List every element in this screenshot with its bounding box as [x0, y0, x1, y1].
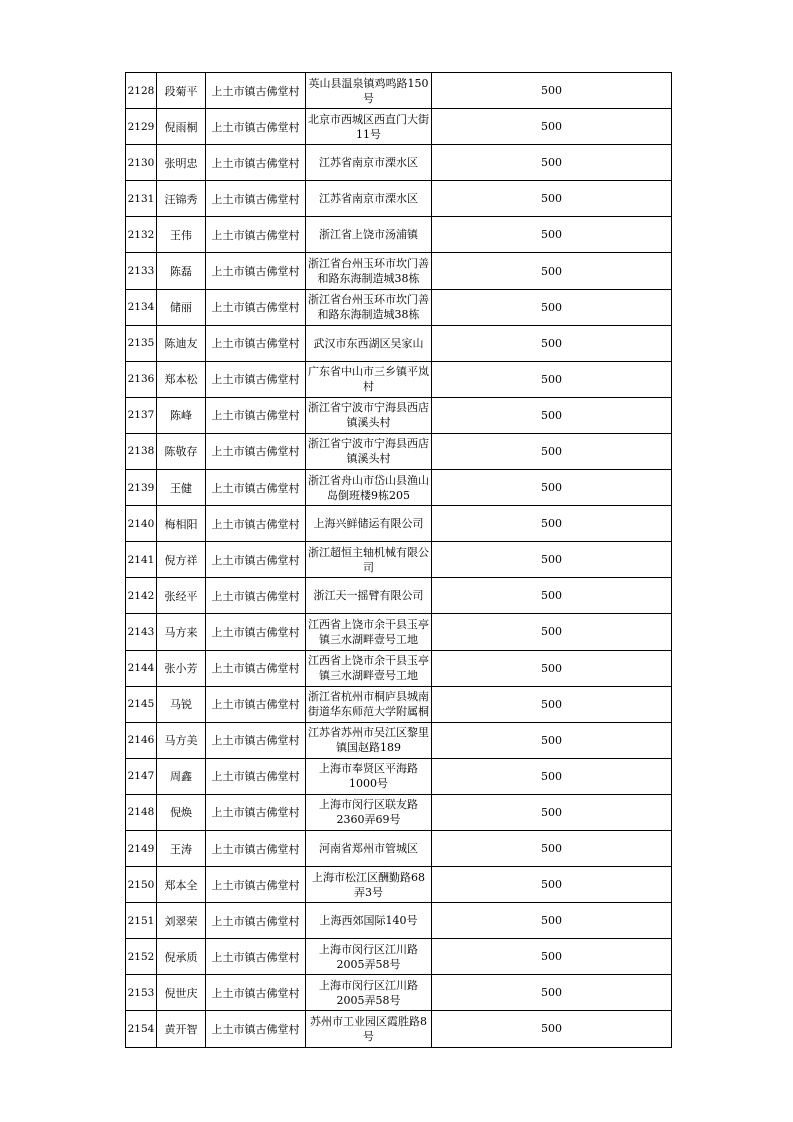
amount-cell: 500	[432, 903, 672, 939]
name-cell: 黄开智	[157, 1011, 206, 1047]
table-row	[126, 939, 672, 975]
row-id-cell: 2135	[126, 325, 157, 361]
address-text: 江苏省南京市溧水区	[319, 192, 418, 206]
address-cell	[306, 109, 432, 145]
name-cell: 梅相阳	[157, 506, 206, 542]
village-cell: 上土市镇古佛堂村	[206, 578, 306, 614]
village-cell: 上土市镇古佛堂村	[206, 830, 306, 866]
address-text: 浙江超恒主轴机械有限公司	[308, 545, 429, 574]
name-cell: 张经平	[157, 578, 206, 614]
village-cell: 上土市镇古佛堂村	[206, 109, 306, 145]
row-id-cell: 2154	[126, 1011, 157, 1047]
address-cell	[306, 145, 432, 181]
village-cell: 上土市镇古佛堂村	[206, 939, 306, 975]
name-cell: 马方美	[157, 722, 206, 758]
village-cell: 上土市镇古佛堂村	[206, 867, 306, 903]
amount-cell: 500	[432, 794, 672, 830]
table-row	[126, 1011, 672, 1047]
village-cell: 上土市镇古佛堂村	[206, 722, 306, 758]
address-cell	[306, 975, 432, 1011]
address-text: 上海西郊国际140号	[319, 914, 418, 928]
village-cell: 上土市镇古佛堂村	[206, 794, 306, 830]
row-id-cell: 2134	[126, 289, 157, 325]
name-cell: 陈迪友	[157, 325, 206, 361]
amount-cell: 500	[432, 217, 672, 253]
name-cell: 郑本松	[157, 361, 206, 397]
village-cell: 上土市镇古佛堂村	[206, 289, 306, 325]
address-text: 江西省上饶市余干县玉亭镇三水湖畔壹号工地	[308, 617, 429, 646]
row-id-cell: 2153	[126, 975, 157, 1011]
amount-cell: 500	[432, 614, 672, 650]
amount-cell: 500	[432, 975, 672, 1011]
row-id-cell: 2133	[126, 253, 157, 289]
village-cell: 上土市镇古佛堂村	[206, 325, 306, 361]
address-text: 江苏省南京市溧水区	[319, 156, 418, 170]
table-row	[126, 109, 672, 145]
address-cell	[306, 73, 432, 109]
table-row	[126, 578, 672, 614]
table-row	[126, 289, 672, 325]
name-cell: 周鑫	[157, 758, 206, 794]
address-cell	[306, 794, 432, 830]
row-id-cell: 2140	[126, 506, 157, 542]
name-cell: 陈峰	[157, 397, 206, 433]
row-id-cell: 2148	[126, 794, 157, 830]
address-text: 浙江省台州玉环市坎门善和路东海制造城38栋	[308, 257, 429, 286]
address-text: 英山县温泉镇鸡鸣路150号	[308, 76, 429, 105]
village-cell: 上土市镇古佛堂村	[206, 506, 306, 542]
village-cell: 上土市镇古佛堂村	[206, 1011, 306, 1047]
table-row	[126, 794, 672, 830]
row-id-cell: 2142	[126, 578, 157, 614]
table-row	[126, 325, 672, 361]
address-cell	[306, 289, 432, 325]
address-text: 广东省中山市三乡镇平岚村	[308, 365, 429, 394]
village-cell: 上土市镇古佛堂村	[206, 145, 306, 181]
amount-cell: 500	[432, 830, 672, 866]
amount-cell: 500	[432, 470, 672, 506]
address-cell	[306, 325, 432, 361]
amount-cell: 500	[432, 109, 672, 145]
address-cell	[306, 686, 432, 722]
table-row	[126, 181, 672, 217]
village-cell: 上土市镇古佛堂村	[206, 975, 306, 1011]
address-text: 江西省上饶市余干县玉亭镇三水湖畔壹号工地	[308, 654, 429, 683]
name-cell: 倪焕	[157, 794, 206, 830]
address-cell	[306, 903, 432, 939]
village-cell: 上土市镇古佛堂村	[206, 614, 306, 650]
row-id-cell: 2149	[126, 830, 157, 866]
table-row	[126, 73, 672, 109]
row-id-cell: 2139	[126, 470, 157, 506]
address-text: 浙江省舟山市岱山县渔山岛倒班楼9栋205	[308, 473, 429, 502]
village-cell: 上土市镇古佛堂村	[206, 686, 306, 722]
address-cell	[306, 361, 432, 397]
amount-cell: 500	[432, 1011, 672, 1047]
row-id-cell: 2132	[126, 217, 157, 253]
address-text: 上海兴鲜储运有限公司	[313, 517, 424, 531]
address-text: 上海市闵行区江川路2005弄58号	[319, 942, 418, 971]
address-cell	[306, 181, 432, 217]
row-id-cell: 2137	[126, 397, 157, 433]
table-body	[126, 73, 672, 1048]
table-row	[126, 867, 672, 903]
name-cell: 倪世庆	[157, 975, 206, 1011]
table-row	[126, 830, 672, 866]
village-cell: 上土市镇古佛堂村	[206, 903, 306, 939]
amount-cell: 500	[432, 506, 672, 542]
table-row	[126, 433, 672, 469]
amount-cell: 500	[432, 542, 672, 578]
amount-cell: 500	[432, 145, 672, 181]
village-cell: 上土市镇古佛堂村	[206, 542, 306, 578]
name-cell: 王健	[157, 470, 206, 506]
address-text: 上海市闵行区联友路2360弄69号	[319, 798, 418, 827]
address-cell	[306, 939, 432, 975]
name-cell: 陈敬存	[157, 433, 206, 469]
row-id-cell: 2147	[126, 758, 157, 794]
address-text: 浙江省宁波市宁海县西店镇溪头村	[308, 437, 429, 466]
table-row	[126, 903, 672, 939]
row-id-cell: 2145	[126, 686, 157, 722]
name-cell: 马方来	[157, 614, 206, 650]
address-cell	[306, 397, 432, 433]
amount-cell: 500	[432, 722, 672, 758]
row-id-cell: 2128	[126, 73, 157, 109]
village-cell: 上土市镇古佛堂村	[206, 361, 306, 397]
name-cell: 刘翠荣	[157, 903, 206, 939]
amount-cell: 500	[432, 397, 672, 433]
name-cell: 张明忠	[157, 145, 206, 181]
address-text: 浙江天一摇臂有限公司	[313, 589, 424, 603]
row-id-cell: 2150	[126, 867, 157, 903]
amount-cell: 500	[432, 578, 672, 614]
amount-cell: 500	[432, 433, 672, 469]
village-cell: 上土市镇古佛堂村	[206, 181, 306, 217]
amount-cell: 500	[432, 758, 672, 794]
table-row	[126, 650, 672, 686]
address-text: 武汉市东西湖区吴家山	[313, 336, 424, 350]
amount-cell: 500	[432, 939, 672, 975]
table-row	[126, 686, 672, 722]
name-cell: 汪锦秀	[157, 181, 206, 217]
amount-cell: 500	[432, 289, 672, 325]
address-cell	[306, 253, 432, 289]
address-cell	[306, 217, 432, 253]
table-row	[126, 470, 672, 506]
row-id-cell: 2151	[126, 903, 157, 939]
name-cell: 倪方祥	[157, 542, 206, 578]
name-cell: 张小芳	[157, 650, 206, 686]
amount-cell: 500	[432, 361, 672, 397]
row-id-cell: 2138	[126, 433, 157, 469]
row-id-cell: 2136	[126, 361, 157, 397]
name-cell: 储丽	[157, 289, 206, 325]
row-id-cell: 2129	[126, 109, 157, 145]
amount-cell: 500	[432, 253, 672, 289]
table-row	[126, 758, 672, 794]
name-cell: 王涛	[157, 830, 206, 866]
address-text: 浙江省台州玉环市坎门善和路东海制造城38栋	[308, 293, 429, 322]
name-cell: 倪承质	[157, 939, 206, 975]
row-id-cell: 2141	[126, 542, 157, 578]
table-row	[126, 397, 672, 433]
address-text: 上海市闵行区江川路2005弄58号	[319, 978, 418, 1007]
table-row	[126, 975, 672, 1011]
village-cell: 上土市镇古佛堂村	[206, 470, 306, 506]
table-row	[126, 361, 672, 397]
village-cell: 上土市镇古佛堂村	[206, 758, 306, 794]
table-row	[126, 722, 672, 758]
amount-cell: 500	[432, 181, 672, 217]
village-cell: 上土市镇古佛堂村	[206, 433, 306, 469]
village-cell: 上土市镇古佛堂村	[206, 217, 306, 253]
name-cell: 王伟	[157, 217, 206, 253]
name-cell: 陈磊	[157, 253, 206, 289]
address-text: 浙江省上饶市汤浦镇	[319, 228, 418, 242]
amount-cell: 500	[432, 325, 672, 361]
village-cell: 上土市镇古佛堂村	[206, 73, 306, 109]
table-row	[126, 253, 672, 289]
village-cell: 上土市镇古佛堂村	[206, 650, 306, 686]
name-cell: 郑本全	[157, 867, 206, 903]
table-row	[126, 614, 672, 650]
address-cell	[306, 433, 432, 469]
address-cell	[306, 470, 432, 506]
address-cell	[306, 650, 432, 686]
row-id-cell: 2131	[126, 181, 157, 217]
registry-table	[125, 72, 672, 1048]
address-cell	[306, 578, 432, 614]
address-cell	[306, 758, 432, 794]
village-cell: 上土市镇古佛堂村	[206, 397, 306, 433]
table-row	[126, 506, 672, 542]
amount-cell: 500	[432, 650, 672, 686]
address-text: 苏州市工业园区霞胜路8号	[310, 1014, 427, 1043]
address-cell	[306, 867, 432, 903]
table-row	[126, 542, 672, 578]
address-text: 江苏省苏州市吴江区黎里镇国赵路189	[308, 726, 429, 755]
row-id-cell: 2130	[126, 145, 157, 181]
address-text: 上海市松江区酬勤路68弄3号	[312, 870, 425, 899]
table-row	[126, 217, 672, 253]
address-cell	[306, 722, 432, 758]
row-id-cell: 2144	[126, 650, 157, 686]
table-row	[126, 145, 672, 181]
address-text: 浙江省宁波市宁海县西店镇溪头村	[308, 401, 429, 430]
amount-cell: 500	[432, 867, 672, 903]
row-id-cell: 2146	[126, 722, 157, 758]
row-id-cell: 2143	[126, 614, 157, 650]
address-text: 上海市奉贤区平海路1000号	[319, 762, 418, 791]
amount-cell: 500	[432, 686, 672, 722]
name-cell: 段菊平	[157, 73, 206, 109]
name-cell: 马锐	[157, 686, 206, 722]
address-cell	[306, 830, 432, 866]
address-text: 浙江省杭州市桐庐县城南街道华东师范大学附属桐	[308, 690, 429, 719]
address-cell	[306, 506, 432, 542]
amount-cell: 500	[432, 73, 672, 109]
address-cell	[306, 542, 432, 578]
row-id-cell: 2152	[126, 939, 157, 975]
village-cell: 上土市镇古佛堂村	[206, 253, 306, 289]
address-cell	[306, 1011, 432, 1047]
name-cell: 倪雨桐	[157, 109, 206, 145]
address-text: 河南省郑州市管城区	[319, 842, 418, 856]
address-text: 北京市西城区西直门大街11号	[308, 112, 429, 141]
address-cell	[306, 614, 432, 650]
